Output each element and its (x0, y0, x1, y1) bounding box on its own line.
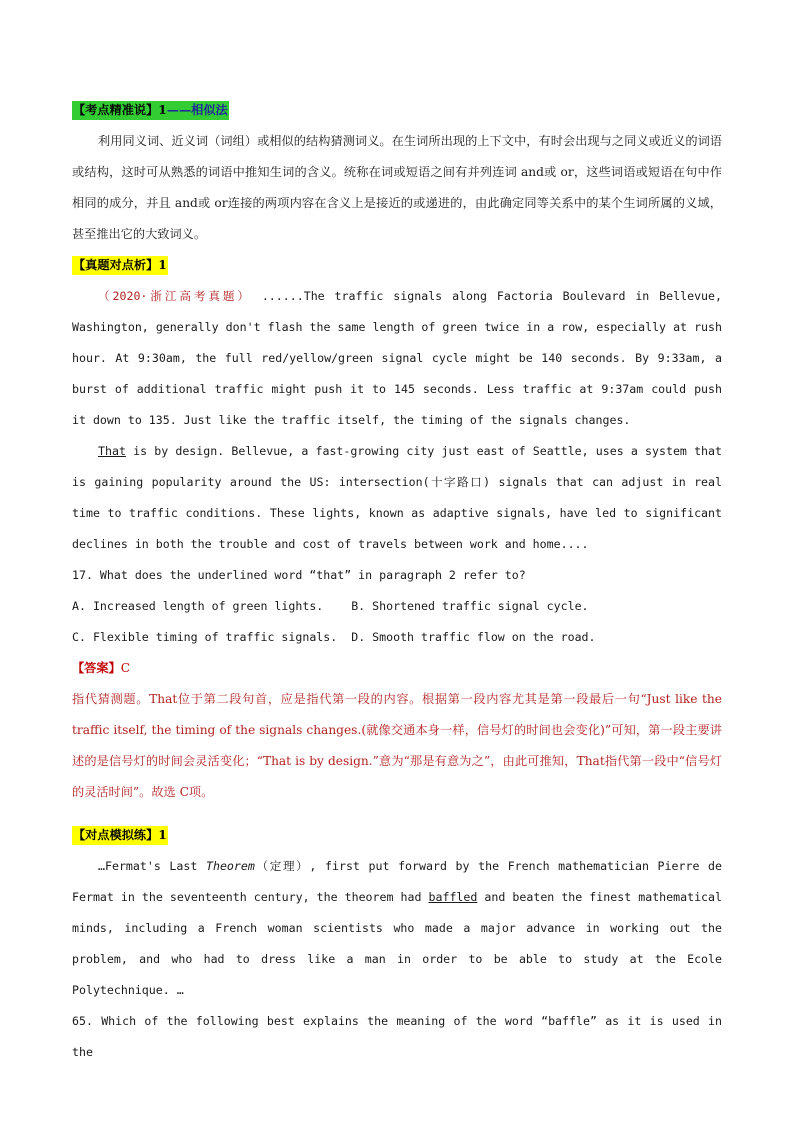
answer-tag: 【答案】 (72, 661, 121, 675)
question-17: 17. What does the underlined word “that” in paragraph 2 refer to? (72, 568, 526, 582)
method-paragraph: 利用同义词、近义词（词组）或相似的结构猜测词义。在生词所出现的上下文中，有时会出现与之同义或近义的词语或结构，这时可从熟悉的词语中推知生词的含义。统称在词或短语之间有并列连词 and或 or，这些词语或短语在句中作相同的成分，并且 and或 or连接的两项内容在含义上是接近的或递进的，由此确定同等关系中的某个生词所属的义域，甚至推出它的大致词义。 (72, 134, 722, 241)
section-real-exam (72, 250, 722, 808)
method-tag (72, 101, 229, 120)
answer-letter: C (120, 661, 131, 675)
underlined-word-that: That (98, 444, 126, 458)
options-row-1 (72, 591, 722, 622)
document-page (72, 95, 722, 1068)
method-tag-subtitle: ——相似法 (166, 103, 228, 117)
exam-tag: 【真题对点析】1 (72, 256, 168, 275)
passage-paragraph-1-text: ......The traffic signals along Factoria Boulevard in Bellevue, Washington, generally don't flash the same length of green twice in a row, especially at rush hour. At 9:30am, the full red/yellow/green signal cycle might be 140 seconds. By 9:33am, a burst of additional traffic might push it to 145 seconds. Less traffic at 9:37am could push it down to 135. Just like the traffic itself, the timing of the signals changes. (72, 289, 722, 427)
exam-heading (72, 250, 722, 281)
method-tag-label: 【考点精准说】1 (73, 103, 167, 117)
section-method (72, 95, 722, 250)
passage-paragraph-2-text: is by design. Bellevue, a fast-growing city just east of Seattle, uses a system that is gaining popularity around the US: intersection(十字路口) signals that can adjust in real time to traffic conditions. These lights, known as adaptive signals, have led to significant declines in both the trouble and cost of travels between work and home.... (72, 444, 722, 551)
source-label: （2020·浙江高考真题） (98, 289, 252, 303)
practice-paragraph (72, 851, 722, 1006)
method-heading (72, 95, 722, 126)
practice-text-start: …Fermat's Last (98, 859, 206, 873)
practice-text-end: and beaten the finest mathematical minds, including a French woman scientists who made a major advance in working out the problem, and who had to dress like a man in order to be able to study at the Ecole Polytechnique. … (72, 890, 722, 997)
passage-paragraph-2 (72, 436, 722, 560)
option-c: C. Flexible timing of traffic signals. (72, 630, 338, 644)
question-65: 65. Which of the following best explains the meaning of the word “baffle” as it is used in the (72, 1014, 722, 1059)
option-b: B. Shortened traffic signal cycle. (351, 599, 589, 613)
option-d: D. Smooth traffic flow on the road. (351, 630, 596, 644)
option-a: A. Increased length of green lights. (72, 599, 324, 613)
section-practice (72, 820, 722, 1068)
practice-tag: 【对点模拟练】1 (72, 826, 168, 845)
practice-italic-word: Theorem (205, 859, 255, 873)
underlined-word-baffled: baffled (428, 890, 478, 904)
answer-explanation: 指代猜测题。That位于第二段句首，应是指代第一段的内容。根据第一段内容尤其是第一段最后一句“Just like the traffic itself, the timing of the signals changes.(就像交通本身一样，信号灯的时间也会变化)”可知，第一段主要讲述的是信号灯的时间会灵活变化；“That is by design.”意为“那是有意为之”，由此可推知，That指代第一段中“信号灯的灵活时间”。故选 C项。 (72, 692, 722, 799)
passage-paragraph-1 (72, 281, 722, 436)
practice-text-mid: （定理）, first put forward by the French mathematician Pierre de Fermat in the seventeenth century, the theorem had (72, 859, 722, 904)
answer-line (72, 653, 722, 684)
practice-heading (72, 820, 722, 851)
options-row-2 (72, 622, 722, 653)
